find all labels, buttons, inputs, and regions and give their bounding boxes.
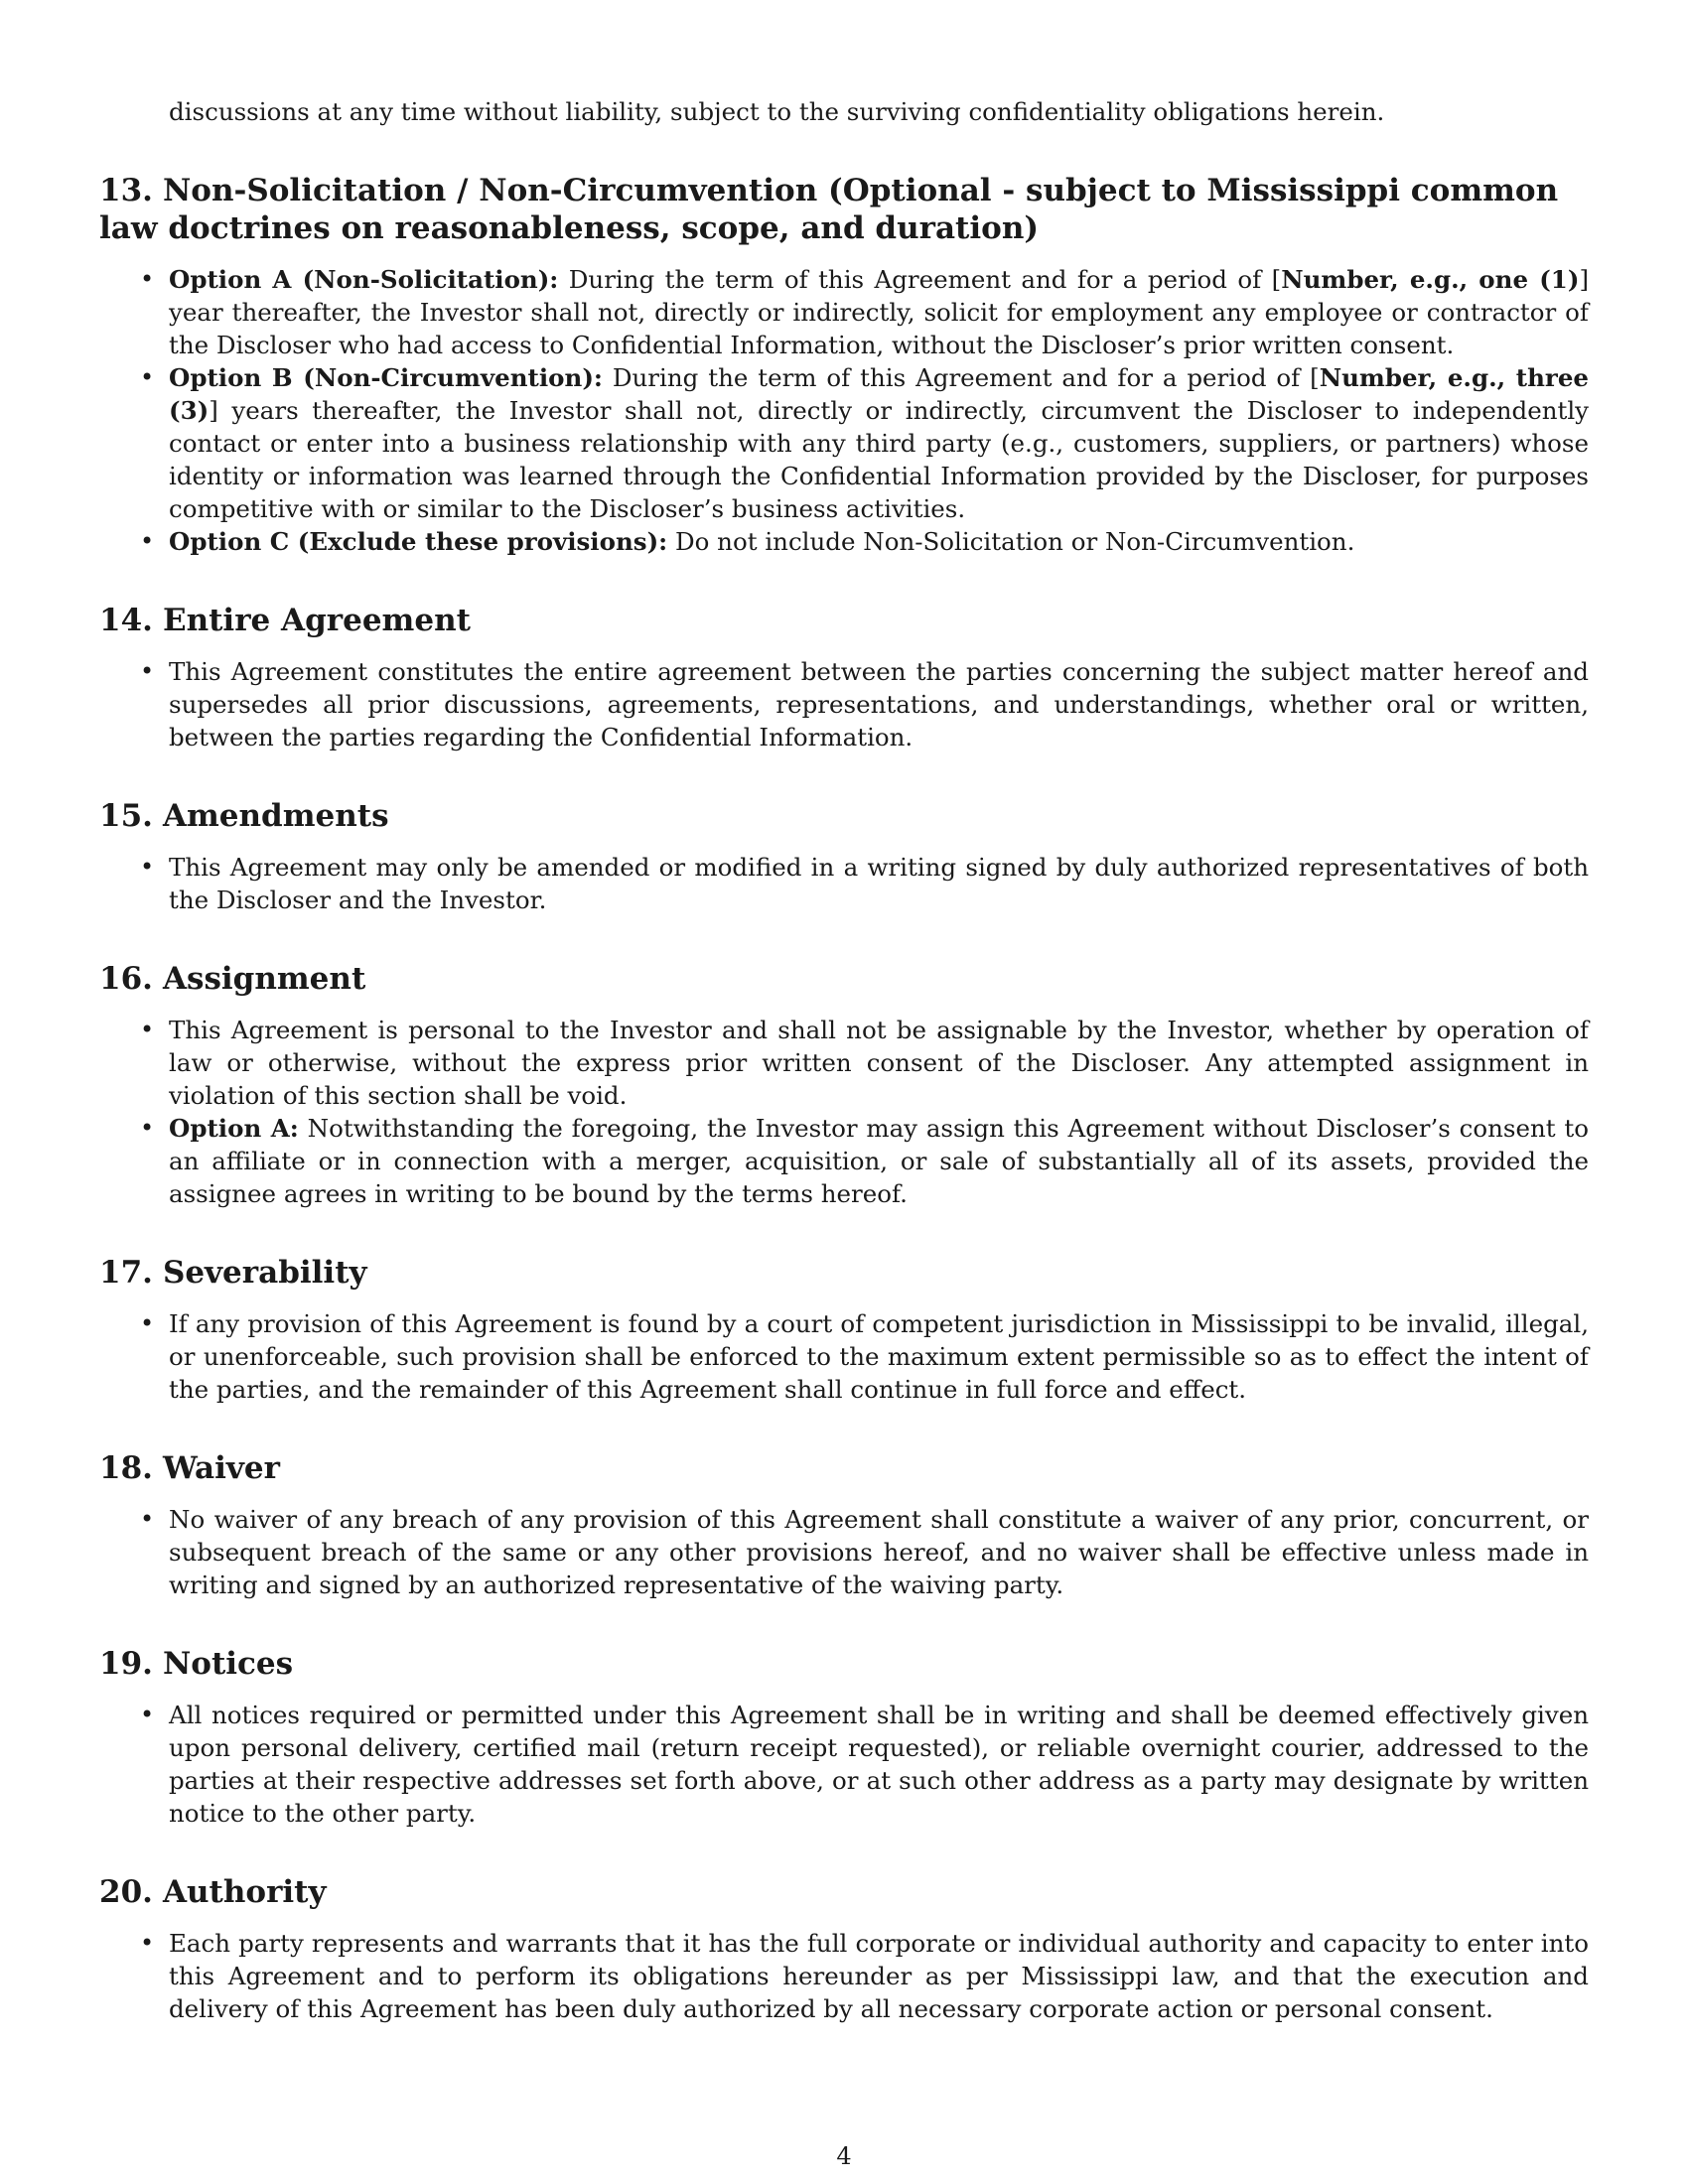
bullet-list (99, 1014, 1589, 1210)
list-item (140, 851, 1589, 916)
section-title: Entire Agreement (162, 603, 471, 638)
section-number: 16. (99, 961, 153, 997)
section-17 (99, 1254, 1589, 1406)
list-item (140, 655, 1589, 753)
section-19 (99, 1645, 1589, 1830)
section-number: 19. (99, 1646, 153, 1682)
section-title: Amendments (162, 798, 389, 834)
list-item (140, 263, 1589, 361)
section-title: Assignment (162, 961, 366, 997)
item-text: Notwithstanding the foregoing, the Investor may assign this Agreement without Discloser’s consent to an affiliate or in connection with a merger, acquisition, or sale of substantially all of its assets, provided the assignee agrees in writing to be bound by the terms hereof. (169, 1114, 1589, 1208)
placeholder-text: Number, e.g., one (1) (1281, 265, 1580, 294)
bullet-marker: • (140, 1929, 155, 1957)
bullet-marker: • (140, 363, 155, 391)
item-text: ] year thereafter, the Investor shall not, directly or indirectly, solicit for employment any employee or contractor of the Discloser who had access to Confidential Information, without the Discloser’s prior written consent. (169, 265, 1589, 359)
list-item (140, 1699, 1589, 1830)
section-title: Notices (162, 1646, 294, 1682)
item-text: During the term of this Agreement and for a period of [ (558, 265, 1282, 294)
bullet-list (99, 1307, 1589, 1406)
list-item (140, 1014, 1589, 1112)
section-number: 14. (99, 603, 153, 638)
section-number: 18. (99, 1450, 153, 1486)
item-text: All notices required or permitted under this Agreement shall be in writing and shall be deemed effectively given upon personal delivery, certified mail (return receipt requested), or reliable overnight courier, addressed to the parties at their respective addresses set forth above, or at such other address as a party may designate by written notice to the other party. (169, 1701, 1589, 1828)
section-18 (99, 1449, 1589, 1601)
list-item (140, 1503, 1589, 1601)
bullet-list (99, 851, 1589, 916)
bullet-marker: • (140, 1309, 155, 1337)
bullet-marker: • (140, 527, 155, 555)
section-title: Authority (162, 1874, 327, 1910)
list-item (140, 525, 1589, 558)
section-number: 20. (99, 1874, 153, 1910)
section-13 (99, 172, 1589, 558)
page-number: 4 (836, 2142, 852, 2170)
bullet-list (99, 1503, 1589, 1601)
section-heading (99, 172, 1589, 247)
section-title: Waiver (162, 1450, 280, 1486)
document-page (99, 95, 1589, 2081)
section-number: 13. (99, 173, 153, 208)
section-title: Severability (162, 1255, 367, 1291)
item-text: This Agreement constitutes the entire agreement between the parties concerning the subject matter hereof and supersedes all prior discussions, agreements, representations, and understandings, whether oral or written, between the parties regarding the Confidential Information. (169, 657, 1589, 751)
section-heading (99, 1873, 1589, 1911)
option-label: Option A: (169, 1114, 299, 1143)
list-item (140, 1307, 1589, 1406)
bullet-list (99, 263, 1589, 558)
bullet-marker: • (140, 657, 155, 685)
item-text: This Agreement is personal to the Investor and shall not be assignable by the Investor, whether by operation of law or otherwise, without the express prior written consent of the Discloser. Any attempted assignment in violation of this section shall be void. (169, 1016, 1589, 1110)
section-heading (99, 960, 1589, 998)
item-text: No waiver of any breach of any provision of this Agreement shall constitute a waiver of any prior, concurrent, or subsequent breach of the same or any other provisions hereof, and no waiver shall be effective unless made in writing and signed by an authorized representative of the waiving party. (169, 1505, 1589, 1599)
placeholder-text: Number, e.g., three (3) (169, 363, 1589, 425)
item-text: Do not include Non-Solicitation or Non-Circumvention. (667, 527, 1355, 556)
section-16 (99, 960, 1589, 1210)
item-text: Each party represents and warrants that it has the full corporate or individual authority and capacity to enter into this Agreement and to perform its obligations hereunder as per Mississippi law, and that the execution and delivery of this Agreement has been duly authorized by all necessary corporate action or personal consent. (169, 1929, 1589, 2023)
bullet-list (99, 655, 1589, 753)
list-item (140, 1927, 1589, 2025)
section-heading (99, 1449, 1589, 1487)
section-14 (99, 602, 1589, 753)
bullet-marker: • (140, 1505, 155, 1533)
item-text: If any provision of this Agreement is found by a court of competent jurisdiction in Mississippi to be invalid, illegal, or unenforceable, such provision shall be enforced to the maximum extent permissible so as to effect the intent of the parties, and the remainder of this Agreement shall continue in full force and effect. (169, 1309, 1589, 1404)
bullet-marker: • (140, 265, 155, 293)
bullet-marker: • (140, 1016, 155, 1043)
section-title: Non-Solicitation / Non-Circumvention (Optional - subject to Mississippi common law doctrines on reasonableness, scope, and duration) (99, 173, 1559, 246)
section-heading (99, 797, 1589, 835)
section-heading (99, 602, 1589, 639)
option-label: Option A (Non-Solicitation): (169, 265, 559, 294)
section-20 (99, 1873, 1589, 2025)
bullet-marker: • (140, 1114, 155, 1142)
item-text: During the term of this Agreement and for a period of [ (602, 363, 1320, 392)
carry-over-paragraph: discussions at any time without liability, subject to the surviving confidentiality obligations herein. (169, 97, 1385, 126)
section-number: 17. (99, 1255, 153, 1291)
section-heading (99, 1645, 1589, 1683)
option-label: Option C (Exclude these provisions): (169, 527, 668, 556)
list-item (140, 361, 1589, 525)
list-item (140, 1112, 1589, 1210)
bullet-list (99, 1699, 1589, 1830)
section-number: 15. (99, 798, 153, 834)
section-heading (99, 1254, 1589, 1292)
bullet-marker: • (140, 1701, 155, 1728)
bullet-list (99, 1927, 1589, 2025)
option-label: Option B (Non-Circumvention): (169, 363, 603, 392)
item-text: ] years thereafter, the Investor shall not, directly or indirectly, circumvent the Discloser to independently contact or enter into a business relationship with any third party (e.g., customers, suppliers, or partners) whose identity or information was learned through the Confidential Information provided by the Discloser, for purposes competitive with or similar to the Discloser’s business activities. (169, 396, 1589, 523)
item-text: This Agreement may only be amended or modified in a writing signed by duly authorized representatives of both the Discloser and the Investor. (169, 853, 1589, 914)
section-15 (99, 797, 1589, 916)
bullet-marker: • (140, 853, 155, 881)
